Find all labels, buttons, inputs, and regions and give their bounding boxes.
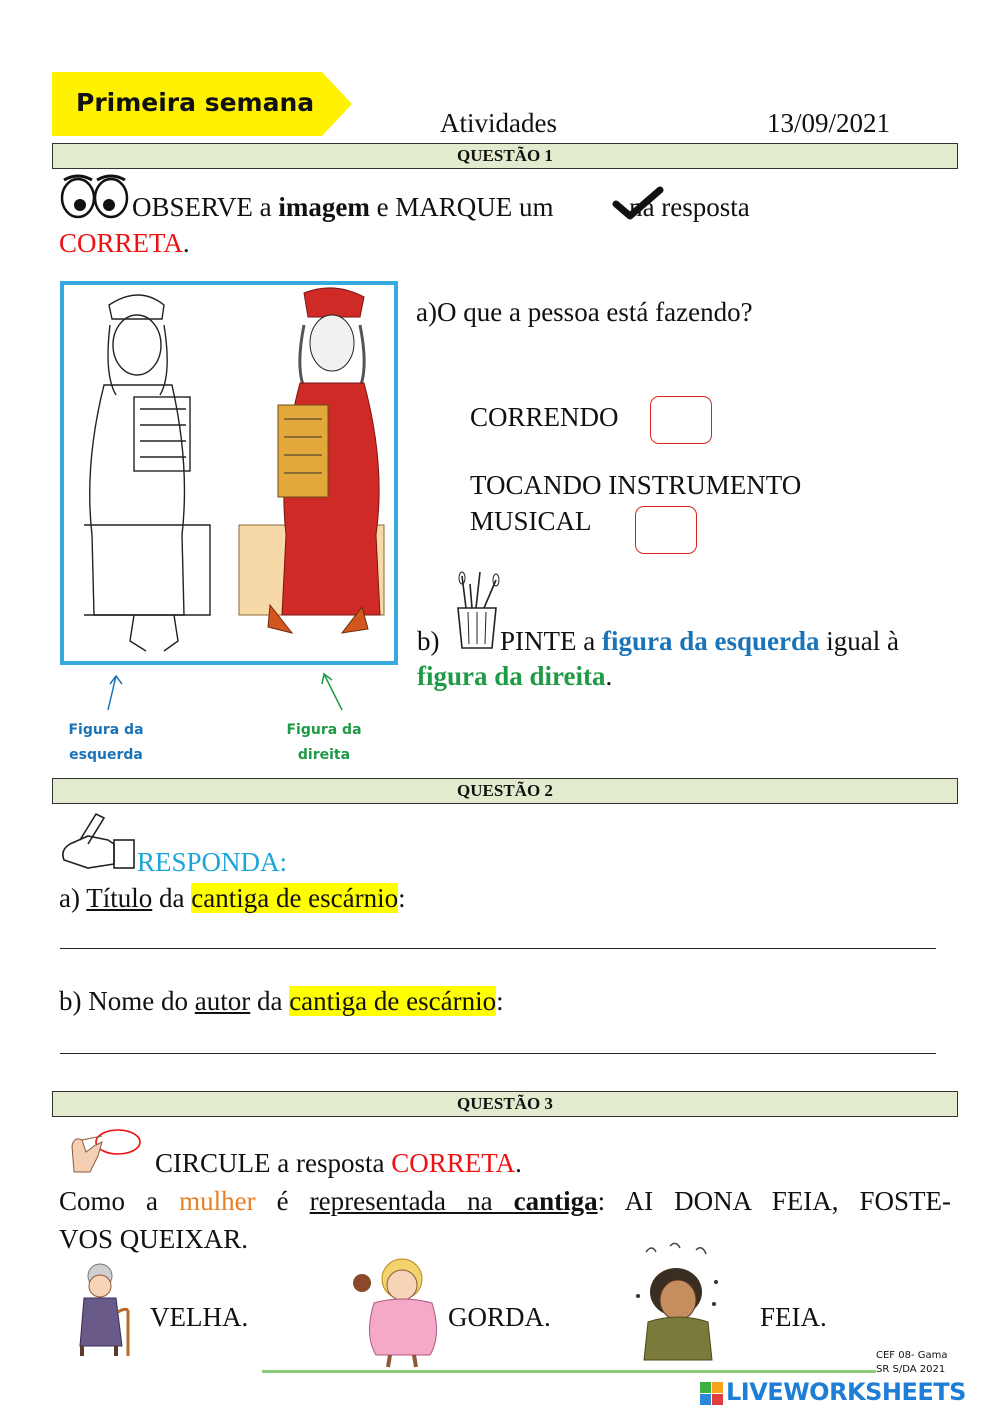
ugly-woman-icon xyxy=(626,1242,726,1364)
q1-instr-text-1: OBSERVE a xyxy=(132,192,279,222)
right-figure-text: figura da direita xyxy=(417,661,606,691)
q3-prompt-text-2: é xyxy=(255,1186,310,1216)
left-figure-text: figura da esquerda xyxy=(601,626,820,656)
question-3-bar: QUESTÃO 3 xyxy=(52,1091,958,1117)
troubadours-illustration xyxy=(64,285,394,661)
q2-item-b xyxy=(59,986,504,1017)
q1-instr-text-2: e MARQUE um xyxy=(369,192,561,222)
caption-right-line2: direita xyxy=(297,747,351,763)
q2-a-prefix: a) xyxy=(59,883,87,913)
answer-line-a[interactable] xyxy=(60,948,936,949)
q3-prompt-text-1: Como a xyxy=(59,1186,180,1216)
q3-instr-text: CIRCULE a resposta xyxy=(155,1148,392,1178)
footer-school-line2: SR S/DA 2021 xyxy=(876,1364,946,1375)
paint-text-2: igual à xyxy=(819,626,899,656)
option-tocando-checkbox[interactable] xyxy=(635,506,697,554)
paint-dot: . xyxy=(605,661,613,691)
q3-underlined xyxy=(310,1186,598,1216)
date-label: 13/09/2021 xyxy=(767,108,891,138)
option-correndo-checkbox[interactable] xyxy=(650,396,712,444)
caption-left-line1: Figura da xyxy=(68,722,144,738)
q3-woman-word: mulher xyxy=(179,1186,256,1216)
question-2-bar: QUESTÃO 2 xyxy=(52,778,958,804)
q2-item-a xyxy=(59,883,406,914)
q2-a-connector: da xyxy=(152,883,192,913)
option-feia[interactable]: FEIA. xyxy=(760,1302,827,1332)
q1-correct-word: CORRETA xyxy=(59,228,183,258)
old-woman-icon xyxy=(70,1260,136,1360)
q3-correct-word: CORRETA xyxy=(391,1148,516,1178)
question-b-text-line2 xyxy=(417,661,612,692)
q3-instruction xyxy=(155,1148,522,1179)
question-b-text xyxy=(500,626,899,657)
footer-school-line1: CEF 08- Gama xyxy=(876,1350,948,1361)
troubadours-image xyxy=(60,281,398,665)
q3-prompt-line2: VOS QUEIXAR. xyxy=(59,1224,248,1254)
caption-right-figure xyxy=(274,718,374,768)
footer-school xyxy=(876,1349,948,1377)
writing-hand-icon xyxy=(58,810,138,872)
q2-b-connector: da xyxy=(250,986,290,1016)
chubby-woman-icon xyxy=(350,1255,445,1371)
week-banner-text: Primeira semana xyxy=(76,88,315,117)
option-correndo-label: CORRENDO xyxy=(470,402,619,432)
q2-a-title-word: Título xyxy=(86,883,153,913)
q1-instr-bold: imagem xyxy=(278,192,370,222)
option-tocando-label-1: TOCANDO INSTRUMENTO xyxy=(470,470,802,500)
q3-underlined-bold: cantiga xyxy=(513,1186,598,1216)
circling-hand-icon xyxy=(68,1122,144,1174)
q2-b-prefix: b) Nome do xyxy=(59,986,195,1016)
q3-prompt-line1 xyxy=(59,1186,951,1217)
paint-text-1: PINTE a xyxy=(500,626,602,656)
liveworksheets-logo[interactable]: LIVEWORKSHEETS xyxy=(726,1378,966,1406)
option-tocando-label-2: MUSICAL xyxy=(470,506,592,536)
question-a-text: a)O que a pessoa está fazendo? xyxy=(416,297,753,327)
q3-underlined-text: representada na xyxy=(309,1186,514,1216)
question-b-label: b) xyxy=(417,626,440,656)
brush-cup-icon xyxy=(452,570,502,650)
eyes-icon xyxy=(58,170,134,222)
q2-a-colon: : xyxy=(398,883,406,913)
q1-instr-text-3: na resposta xyxy=(622,192,750,222)
q2-b-author-word: autor xyxy=(194,986,251,1016)
checkmark-icon xyxy=(612,186,664,222)
q1-instr-dot: . xyxy=(182,228,190,258)
question-1-bar: QUESTÃO 1 xyxy=(52,143,958,169)
q3-prompt-text-3: : AI DONA FEIA, FOSTE- xyxy=(597,1186,951,1216)
q2-b-highlight: cantiga de escárnio xyxy=(289,986,497,1016)
answer-line-b[interactable] xyxy=(60,1053,936,1054)
activities-title: Atividades xyxy=(440,108,557,138)
respond-heading: RESPONDA: xyxy=(137,847,288,877)
q2-b-colon: : xyxy=(496,986,504,1016)
q1-instruction-line2 xyxy=(59,228,190,259)
option-gorda[interactable]: GORDA. xyxy=(448,1302,551,1332)
liveworksheets-logo-icon xyxy=(700,1382,724,1406)
caption-right-line1: Figura da xyxy=(286,722,362,738)
q3-instr-dot: . xyxy=(515,1148,522,1178)
option-velha[interactable]: VELHA. xyxy=(150,1302,249,1332)
footer-divider xyxy=(262,1370,876,1373)
arrow-left-caption xyxy=(100,672,130,712)
caption-left-figure xyxy=(56,718,156,768)
caption-left-line2: esquerda xyxy=(69,747,143,763)
q2-a-highlight: cantiga de escárnio xyxy=(191,883,399,913)
arrow-right-caption xyxy=(316,668,350,712)
